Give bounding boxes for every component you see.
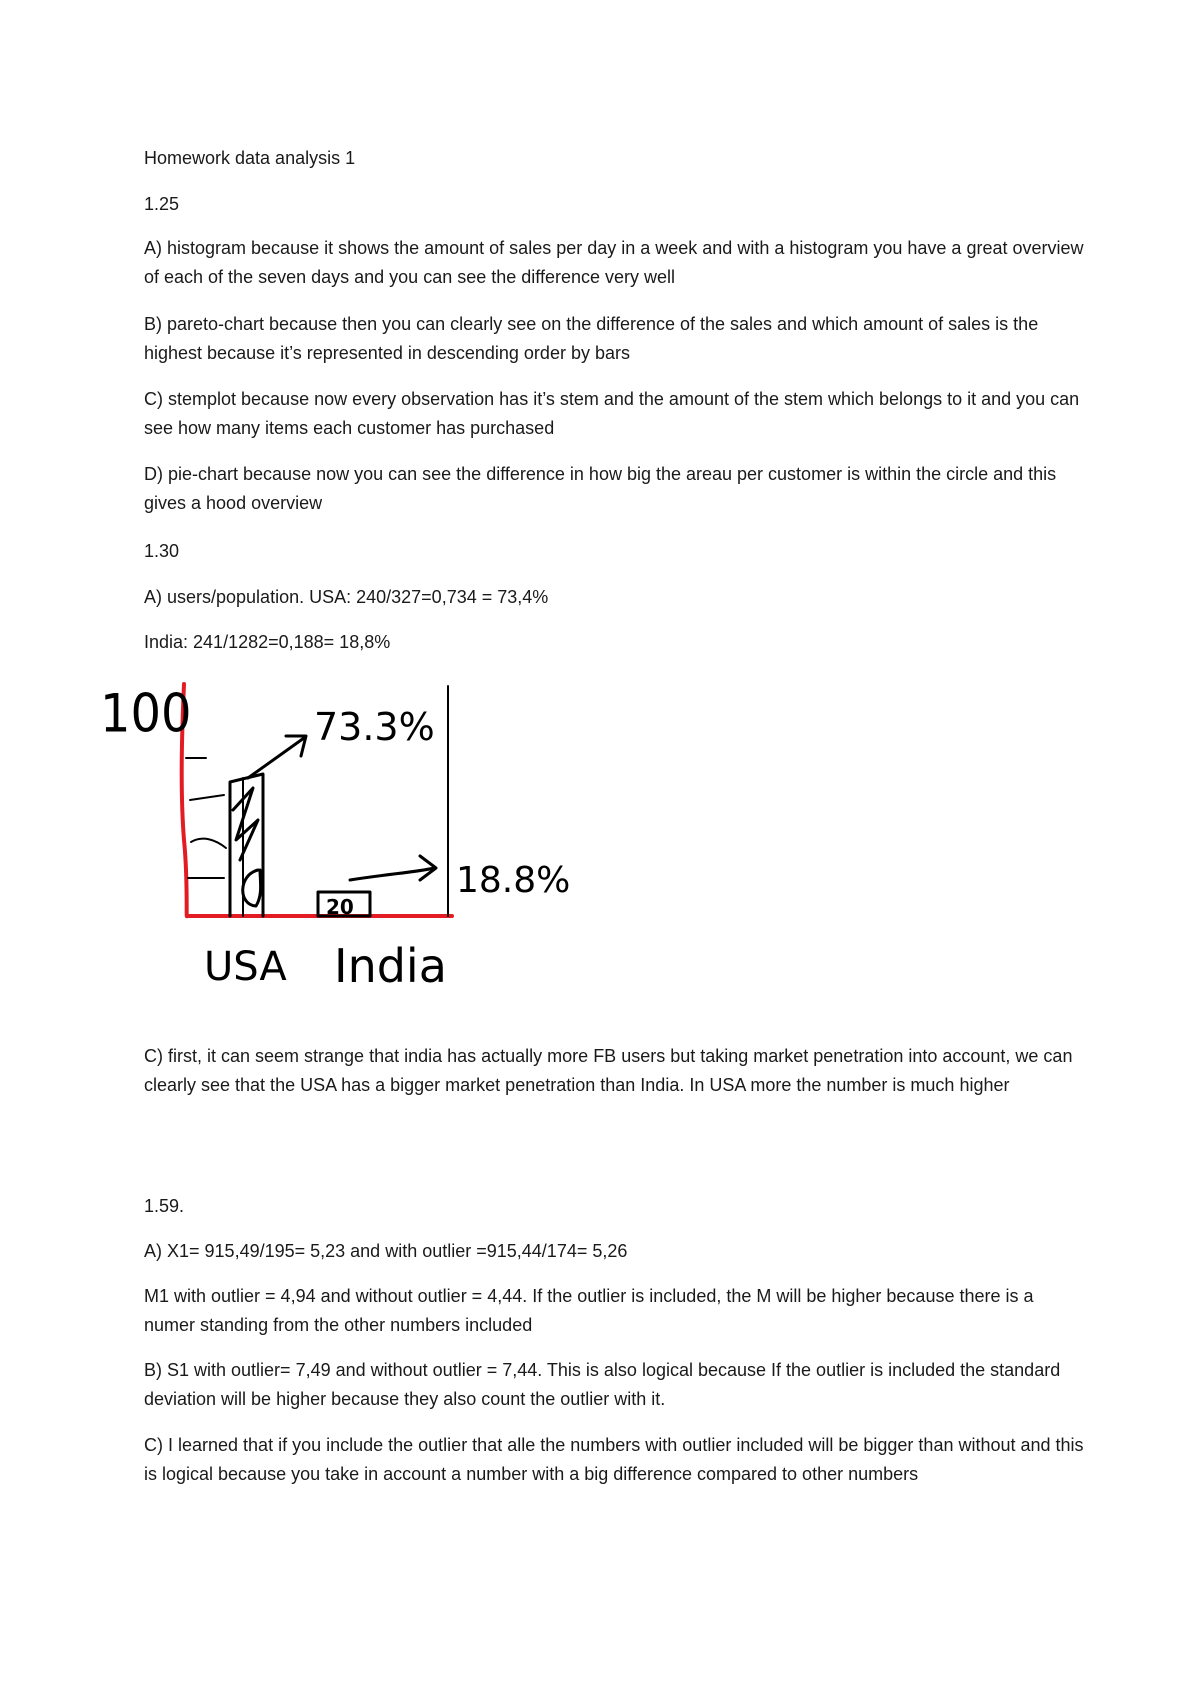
sketch-arrow-usa	[248, 738, 304, 778]
sketch-y-tick	[190, 795, 224, 800]
question-heading-1-59: 1.59.	[144, 1196, 185, 1216]
hand-drawn-bar-sketch	[98, 670, 618, 1000]
sketch-label-x-usa: USA	[204, 944, 287, 990]
answer-1-59-a2: M1 with outlier = 4,94 and without outlier = 4,44. If the outlier is included, the M will be higher because there is a numer standing from the other numbers included	[144, 1286, 1034, 1335]
question-heading-1-25: 1.25	[144, 194, 180, 214]
answer-1-30-a-india: India: 241/1282=0,188= 18,8%	[144, 632, 391, 652]
sketch-label-y-top: 100	[100, 682, 192, 745]
answer-1-25-d: D) pie-chart because now you can see the difference in how big the areau per customer is within the circle and this gives a hood overview	[144, 464, 1057, 513]
sketch-svg	[98, 670, 618, 1000]
document-title: Homework data analysis 1	[144, 148, 356, 168]
sketch-label-india-bar: 20	[326, 895, 354, 919]
sketch-label-x-india: India	[334, 939, 447, 993]
answer-1-30-c: C) first, it can seem strange that india has actually more FB users but taking market penetration into account, we can clearly see that the USA has a bigger market penetration than India. In USA more the number is much higher	[144, 1046, 1073, 1095]
sketch-y-tick	[191, 839, 226, 848]
sketch-label-india-value: 18.8%	[456, 860, 571, 901]
sketch-bar-usa-scribble	[243, 870, 261, 906]
answer-1-30-a-usa: A) users/population. USA: 240/327=0,734 = 73,4%	[144, 587, 549, 607]
answer-1-25-c: C) stemplot because now every observation has it’s stem and the amount of the stem which belongs to it and you can see how many items each customer has purchased	[144, 389, 1080, 438]
answer-1-59-b: B) S1 with outlier= 7,49 and without outlier = 7,44. This is also logical because If the outlier is included the standard deviation will be higher because they also count the outlier with it.	[144, 1360, 1061, 1409]
question-heading-1-30: 1.30	[144, 541, 180, 561]
sketch-label-usa-value: 73.3%	[314, 705, 435, 749]
answer-1-59-c: C) I learned that if you include the outlier that alle the numbers with outlier included will be bigger than without and this is logical because you take in account a number with a big difference compared to other numbers	[144, 1435, 1084, 1484]
answer-1-59-a1: A) X1= 915,49/195= 5,23 and with outlier =915,44/174= 5,26	[144, 1241, 628, 1261]
answer-1-25-a: A) histogram because it shows the amount of sales per day in a week and with a histogram you have a great overview of each of the seven days and you can see the difference very well	[144, 238, 1084, 287]
answer-1-25-b: B) pareto-chart because then you can clearly see on the difference of the sales and which amount of sales is the highest because it’s represented in descending order by bars	[144, 314, 1039, 363]
sketch-bar-usa-scribble	[233, 788, 258, 860]
